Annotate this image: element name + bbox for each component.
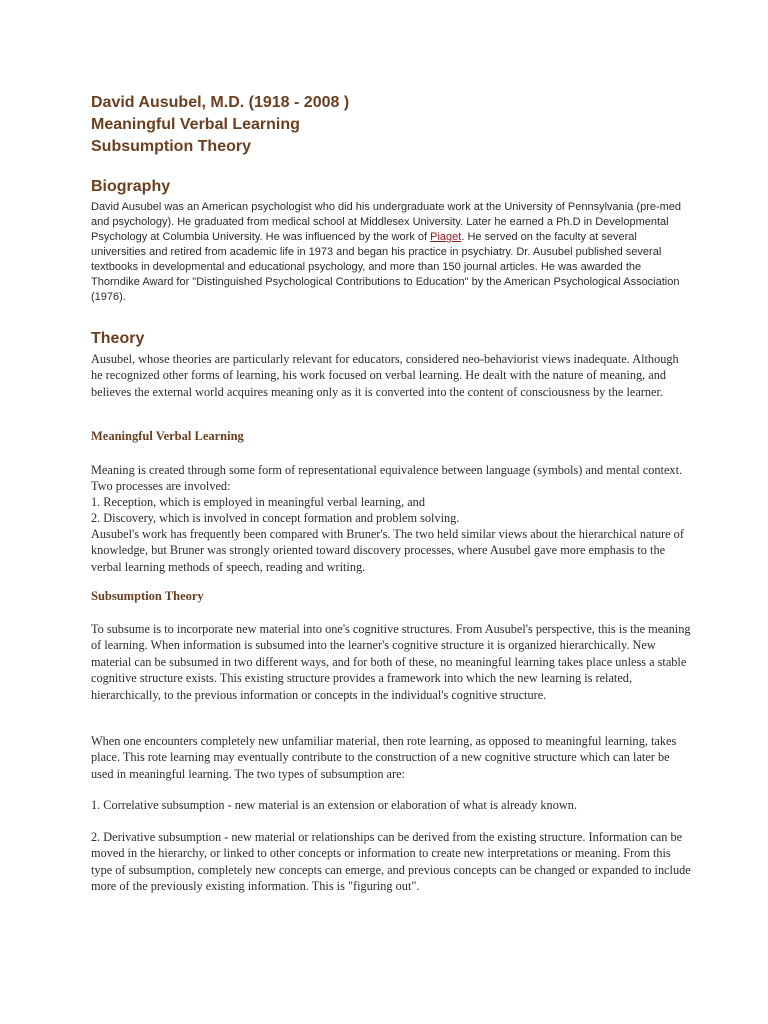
- mvl-item-discovery: 2. Discovery, which is involved in concept formation and problem solving.: [91, 511, 460, 525]
- mvl-heading: Meaningful Verbal Learning: [91, 429, 244, 443]
- mvl-intro: Meaning is created through some form of representational equivalence between language (symbols) and mental context. Two processes are involved:: [91, 463, 683, 494]
- mvl-item-reception: 1. Reception, which is employed in meaningful verbal learning, and: [91, 495, 425, 509]
- subsumption-paragraph-2: When one encounters completely new unfamiliar material, then rote learning, as opposed to meaningful learning, takes place. This rote learning may eventually contribute to the construction of a new cognitive structure which can later be used in meaningful learning. The two types of subsumption are:: [91, 734, 677, 781]
- theory-heading: Theory: [91, 330, 145, 347]
- subtitle-meaningful-verbal-learning: Meaningful Verbal Learning: [91, 116, 300, 133]
- biography-text: [91, 200, 691, 305]
- mvl-comparison-text: Ausubel's work has frequently been compared with Bruner's. The two held similar views about the hierarchical nature of knowledge, but Bruner was strongly oriented toward discovery processes, where Ausubel gave more emphasis to the verbal learning methods of speech, reading and writing.: [91, 527, 684, 574]
- biography-text-part2: . He served on the faculty at several universities and retired from academic life in 1973 and began his practice in psychiatry. Dr. Ausubel published several textbooks in developmental and educational psychology, and more than 150 journal articles. He was awarded the Thorndike Award for "Distinguished Psychological Contributions to Education" by the American Psychological Association (1976).: [91, 231, 680, 303]
- subtitle-subsumption-theory: Subsumption Theory: [91, 138, 251, 155]
- biography-text-part1: David Ausubel was an American psychologist who did his undergraduate work at the University of Pennsylvania (pre-med and psychology). He graduated from medical school at Middlesex University. Later he earned a Ph.D in Developmental Psychology at Columbia University. He was influenced by the work of: [91, 201, 682, 243]
- author-title: David Ausubel, M.D. (1918 - 2008 ): [91, 94, 350, 111]
- correlative-subsumption: 1. Correlative subsumption - new material is an extension or elaboration of what is already known.: [91, 798, 577, 812]
- subsumption-heading: Subsumption Theory: [91, 589, 204, 603]
- theory-text: Ausubel, whose theories are particularly relevant for educators, considered neo-behaviorist views inadequate. Although he recognized other forms of learning, his work focused on verbal learning. He dealt with the nature of meaning, and believes the external world acquires meaning only as it is converted into the content of consciousness by the learner.: [91, 352, 679, 399]
- piaget-link[interactable]: Piaget: [430, 231, 462, 243]
- biography-heading: Biography: [91, 178, 171, 195]
- subsumption-paragraph-1: To subsume is to incorporate new material into one's cognitive structures. From Ausubel's perspective, this is the meaning of learning. When information is subsumed into the learner's cognitive structure it is organized hierarchically. New material can be subsumed in two different ways, and for both of these, no meaningful learning takes place unless a stable cognitive structure exists. This existing structure provides a framework into which the new learning is related, hierarchically, to the previous information or concepts in the individual's cognitive structure.: [91, 622, 691, 702]
- derivative-subsumption: 2. Derivative subsumption - new material or relationships can be derived from the existing structure. Information can be moved in the hierarchy, or linked to other concepts or information to create new interpretations or meaning. From this type of subsumption, completely new concepts can emerge, and previous concepts can be changed or expanded to include more of the previously existing information. This is "figuring out".: [91, 830, 691, 894]
- document-header: [91, 92, 349, 158]
